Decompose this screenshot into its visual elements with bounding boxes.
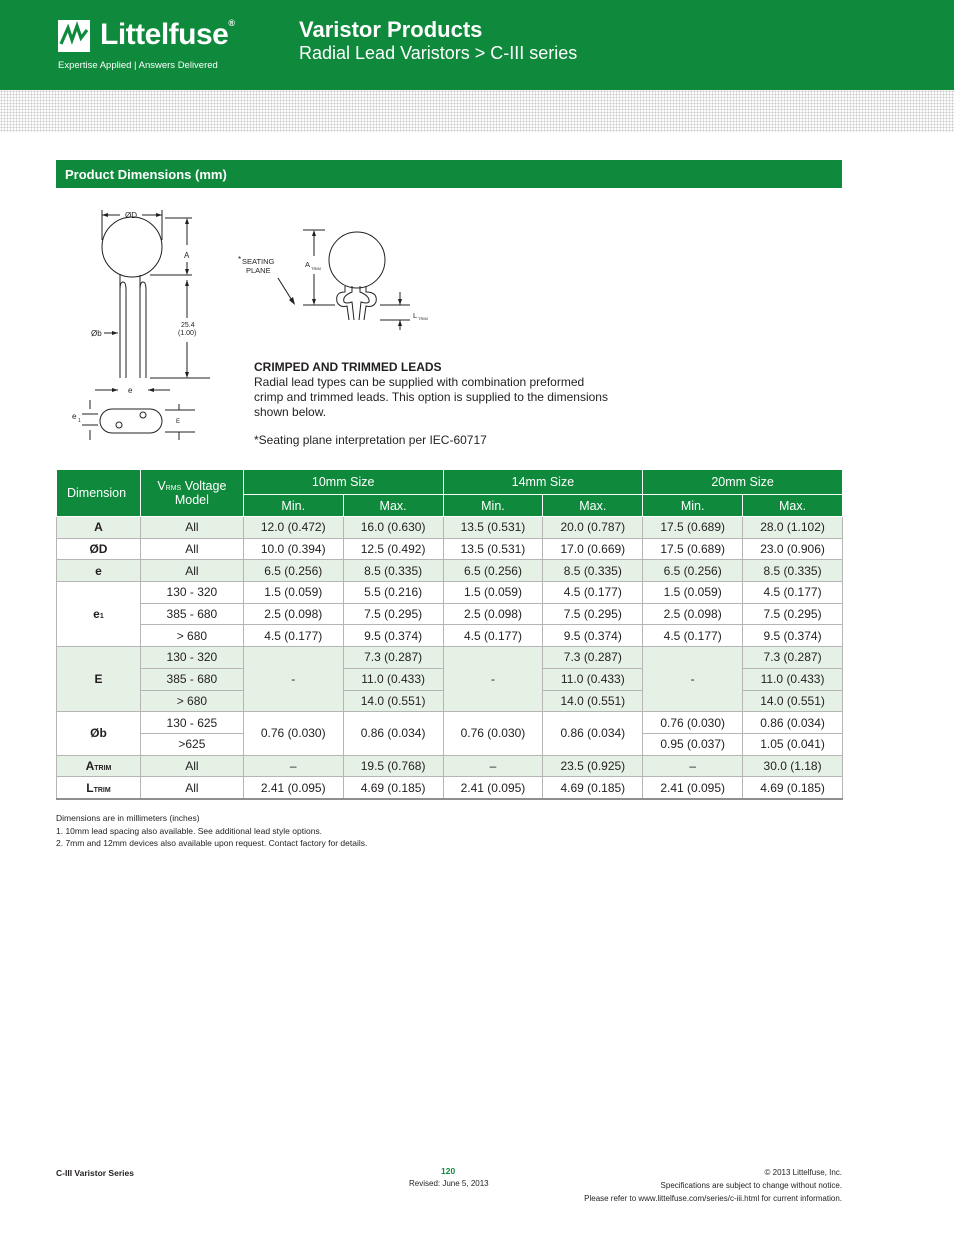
row-label: e1 (57, 582, 141, 647)
cell: 14.0 (0.551) (543, 690, 643, 712)
cell: 17.0 (0.669) (543, 538, 643, 560)
cell-model: >625 (140, 733, 243, 755)
row-label: e (57, 560, 141, 582)
lead-right (140, 275, 146, 378)
dot-pattern-band (0, 90, 954, 132)
cell: 4.69 (0.185) (343, 777, 443, 799)
footer-revised: Revised: June 5, 2013 (409, 1179, 489, 1188)
cell: 4.5 (0.177) (243, 625, 343, 647)
row-label: ØD (57, 538, 141, 560)
cell: 8.5 (0.335) (543, 560, 643, 582)
crimped-varistor-disc (329, 232, 385, 288)
cell: 13.5 (0.531) (443, 517, 543, 539)
seating-note: *Seating plane interpretation per IEC-60717 (254, 433, 487, 447)
label-25-4: 25.4 (181, 322, 195, 329)
table-row (57, 777, 843, 799)
cell-model: All (140, 538, 243, 560)
cell: 6.5 (0.256) (243, 560, 343, 582)
cell: 6.5 (0.256) (643, 560, 743, 582)
cell: 0.95 (0.037) (643, 733, 743, 755)
footer-refer-link[interactable]: Please refer to www.littelfuse.com/series/c-iii.html for current information. (584, 1194, 842, 1203)
cell-model: All (140, 755, 243, 777)
page-subtitle: Radial Lead Varistors > C-III series (299, 43, 578, 63)
cell: 1.5 (0.059) (443, 582, 543, 604)
page-title: Varistor Products (299, 17, 483, 42)
cell: 2.41 (0.095) (243, 777, 343, 799)
footer-copyright: © 2013 Littelfuse, Inc. (764, 1168, 842, 1177)
cell: 1.05 (0.041) (743, 733, 843, 755)
row-label: ATRIM (57, 755, 141, 777)
cell: 20.0 (0.787) (543, 517, 643, 539)
table-row (57, 712, 843, 734)
cell: 0.76 (0.030) (243, 712, 343, 755)
label-ltrim-sub: TRIM (418, 316, 428, 321)
label-e1-sub: 1 (78, 418, 81, 424)
table-row (57, 560, 843, 582)
cell: 4.5 (0.177) (443, 625, 543, 647)
label-ltrim: L (413, 311, 418, 320)
cell: 5.5 (0.216) (343, 582, 443, 604)
footer-page-number: 120 (441, 1166, 456, 1176)
cell-model: > 680 (140, 625, 243, 647)
cell: 7.5 (0.295) (543, 603, 643, 625)
cell-model: 130 - 320 (140, 647, 243, 669)
header-voltage-model: VRMS Voltage Model (140, 470, 243, 517)
cell: 0.86 (0.034) (343, 712, 443, 755)
label-a: A (184, 251, 190, 260)
label-ob: Øb (91, 329, 102, 338)
cell: 6.5 (0.256) (443, 560, 543, 582)
table-row (57, 755, 843, 777)
cell: 1.5 (0.059) (243, 582, 343, 604)
note-line: 2. 7mm and 12mm devices also available upon request. Contact factory for details. (56, 838, 368, 848)
cell: 7.5 (0.295) (343, 603, 443, 625)
table-row (57, 603, 843, 625)
header-max: Max. (743, 495, 843, 517)
cell: – (443, 755, 543, 777)
cell: 23.5 (0.925) (543, 755, 643, 777)
cell: - (243, 647, 343, 712)
header-20mm: 20mm Size (643, 470, 843, 495)
dimensions-table (56, 469, 843, 800)
cell-model: All (140, 777, 243, 799)
cell: 2.5 (0.098) (643, 603, 743, 625)
cell: - (643, 647, 743, 712)
cell: 0.76 (0.030) (443, 712, 543, 755)
cell: 4.69 (0.185) (543, 777, 643, 799)
cell: 23.0 (0.906) (743, 538, 843, 560)
cell: 9.5 (0.374) (743, 625, 843, 647)
header-max: Max. (543, 495, 643, 517)
logo-text: Littelfuse® (100, 18, 235, 51)
note-line: 1. 10mm lead spacing also available. See additional lead style options. (56, 825, 323, 836)
cell: – (243, 755, 343, 777)
cell: 16.0 (0.630) (343, 517, 443, 539)
table-header-row (57, 470, 843, 495)
cell: 4.5 (0.177) (543, 582, 643, 604)
label-plane: PLANE (246, 266, 271, 275)
section-title: Product Dimensions (mm) (65, 167, 227, 182)
cell: 7.5 (0.295) (743, 603, 843, 625)
row-label: A (57, 517, 141, 539)
label-atrim-sub: TRIM (311, 266, 321, 271)
table-notes (56, 812, 367, 850)
cell: 7.3 (0.287) (343, 647, 443, 669)
cell: 17.5 (0.689) (643, 517, 743, 539)
cell: 9.5 (0.374) (343, 625, 443, 647)
row-label: LTRIM (57, 777, 141, 799)
cell: 28.0 (1.102) (743, 517, 843, 539)
cell: 8.5 (0.335) (743, 560, 843, 582)
page-header (0, 0, 954, 90)
crimped-title: CRIMPED AND TRIMMED LEADS (254, 360, 442, 374)
cell: 4.69 (0.185) (743, 777, 843, 799)
cell: 7.3 (0.287) (543, 647, 643, 669)
cell: 0.76 (0.030) (643, 712, 743, 734)
cell: 30.0 (1.18) (743, 755, 843, 777)
cell: 12.5 (0.492) (343, 538, 443, 560)
cell: 1.5 (0.059) (643, 582, 743, 604)
cell: 14.0 (0.551) (343, 690, 443, 712)
header-min: Min. (443, 495, 543, 517)
cell: – (643, 755, 743, 777)
footer-legal (584, 1166, 842, 1205)
cell: 8.5 (0.335) (343, 560, 443, 582)
row-label: Øb (57, 712, 141, 755)
lead-left (120, 274, 126, 378)
label-E: E (176, 419, 181, 425)
cell: 12.0 (0.472) (243, 517, 343, 539)
cell: 13.5 (0.531) (443, 538, 543, 560)
cell: 0.86 (0.034) (743, 712, 843, 734)
header-min: Min. (643, 495, 743, 517)
cell-model: 130 - 320 (140, 582, 243, 604)
cell: 17.5 (0.689) (643, 538, 743, 560)
varistor-disc (102, 217, 162, 277)
cell: 4.5 (0.177) (743, 582, 843, 604)
cell-model: All (140, 517, 243, 539)
label-1-00: (1.00) (178, 330, 197, 337)
cell: - (443, 647, 543, 712)
cell: 9.5 (0.374) (543, 625, 643, 647)
label-atrim: A (305, 260, 311, 269)
cell: 11.0 (0.433) (743, 668, 843, 690)
table-row (57, 517, 843, 539)
label-seating: SEATING (242, 257, 275, 266)
crimped-description: Radial lead types can be supplied with combination preformed crimp and trimmed leads. This option is supplied to the dimensions shown below. (254, 375, 608, 419)
label-od: ØD (125, 211, 137, 220)
table-row (57, 647, 843, 669)
cell-model: 130 - 625 (140, 712, 243, 734)
label-e: e (128, 386, 133, 395)
row-label: E (57, 647, 141, 712)
cell: 2.41 (0.095) (643, 777, 743, 799)
cell: 10.0 (0.394) (243, 538, 343, 560)
table-row (57, 625, 843, 647)
cell: 2.5 (0.098) (243, 603, 343, 625)
cell: 0.86 (0.034) (543, 712, 643, 755)
footer-series: C-III Varistor Series (56, 1168, 134, 1178)
cell: 2.41 (0.095) (443, 777, 543, 799)
littelfuse-logo-icon (58, 20, 90, 52)
cell: 11.0 (0.433) (543, 668, 643, 690)
header-14mm: 14mm Size (443, 470, 643, 495)
cell-model: 385 - 680 (140, 603, 243, 625)
table-row (57, 538, 843, 560)
section-header (56, 160, 842, 188)
cell: 14.0 (0.551) (743, 690, 843, 712)
header-dimension: Dimension (57, 470, 141, 517)
cell-model: All (140, 560, 243, 582)
footer-spec-notice: Specifications are subject to change without notice. (660, 1181, 842, 1190)
cell-model: 385 - 680 (140, 668, 243, 690)
table-row (57, 582, 843, 604)
cell: 11.0 (0.433) (343, 668, 443, 690)
cell: 7.3 (0.287) (743, 647, 843, 669)
cell: 4.5 (0.177) (643, 625, 743, 647)
label-star: * (238, 255, 242, 264)
header-min: Min. (243, 495, 343, 517)
cell: 2.5 (0.098) (443, 603, 543, 625)
cell-model: > 680 (140, 690, 243, 712)
label-e1: e (72, 412, 77, 421)
note-line: Dimensions are in millimeters (inches) (56, 813, 200, 823)
header-10mm: 10mm Size (243, 470, 443, 495)
cell: 19.5 (0.768) (343, 755, 443, 777)
header-max: Max. (343, 495, 443, 517)
logo-tagline: Expertise Applied | Answers Delivered (58, 60, 218, 71)
